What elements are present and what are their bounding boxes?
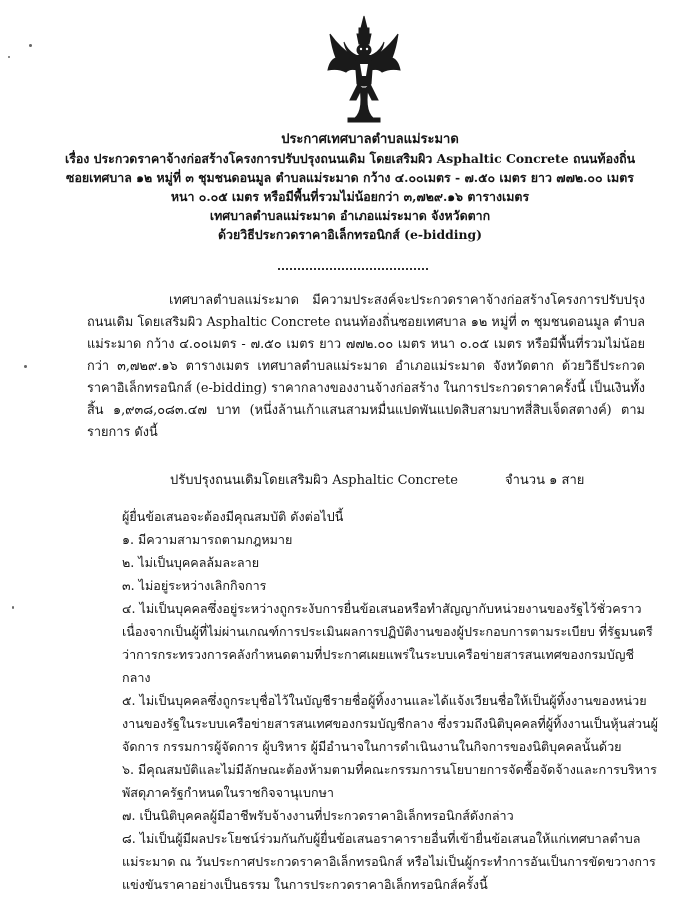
list-item: ๓. ไม่อยู่ระหว่างเลิกกิจการ	[122, 578, 267, 593]
subject-line-2: ซอยเทศบาล ๑๒ หมู่ที่ ๓ ชุมชนดอนมูล ตำบลแม่ระมาด กว้าง ๔.๐๐เมตร - ๗.๕๐ เมตร ยาว ๗๗๒.๐๐ เมตร	[66, 170, 634, 185]
scan-speck	[8, 56, 10, 58]
list-item: ๑. มีความสามารถตามกฎหมาย	[122, 532, 293, 547]
qualifications-list	[122, 505, 660, 896]
announcement-header	[60, 130, 680, 149]
subject-line-3: หนา ๐.๐๕ เมตร หรือมีพื้นที่รวมไม่น้อยกว่า ๓,๗๒๙.๑๖ ตารางเมตร	[170, 189, 530, 204]
list-item: ๖. มีคุณสมบัติและไม่มีลักษณะต้องห้ามตามที่คณะกรรมการนโยบายการจัดซื้อจัดจ้างและการบริหารพัสดุภาครัฐกำหนดในราชกิจจานุเบกษา	[122, 762, 657, 800]
header-subject-block	[0, 149, 700, 244]
list-item: ๒. ไม่เป็นบุคคลล้มละลาย	[122, 555, 260, 570]
work-item-name: ปรับปรุงถนนเดิมโดยเสริมผิว Asphaltic Concrete	[170, 473, 458, 488]
garuda-emblem-icon	[326, 14, 402, 126]
list-item: ๔. ไม่เป็นบุคคลซึ่งอยู่ระหว่างถูกระงับการยื่นข้อเสนอหรือทำสัญญากับหน่วยงานของรัฐไว้ชั่วคราว เนื่องจากเป็นผู้ที่ไม่ผ่านเกณฑ์การประเมินผลการปฏิบัติงานของผู้ประกอบการตามระเบียบ ที่รัฐมนตรีว่าการกระทรวงการคลังกำหนดตามที่ประกาศเผยแพร่ในระบบเครือข่ายสารสนเทศของกรมบัญชีกลาง	[122, 601, 653, 685]
list-item: ๘. ไม่เป็นผู้มีผลประโยชน์ร่วมกันกับผู้ยื่นข้อเสนอราคารายอื่นที่เข้ายื่นข้อเสนอให้แก่เทศบาลตำบลแม่ระมาด ณ วันประกาศประกวดราคาอิเล็กทรอนิกส์ หรือไม่เป็นผู้กระทำการอันเป็นการขัดขวางการแข่งขันราคาอย่างเป็นธรรม ในการประกวดราคาอิเล็กทรอนิกส์ครั้งนี้	[122, 831, 656, 892]
work-item-quantity: จำนวน ๑ สาย	[505, 473, 585, 488]
list-item: ๕. ไม่เป็นบุคคลซึ่งถูกระบุชื่อไว้ในบัญชีรายชื่อผู้ทิ้งงานและได้แจ้งเวียนชื่อให้เป็นผู้ทิ้งงานของหน่วยงานของรัฐในระบบเครือข่ายสารสนเทศของกรมบัญชีกลาง ซึ่งรวมถึงนิติบุคคลที่ผู้ทิ้งงานเป็นหุ้นส่วนผู้จัดการ กรรมการผู้จัดการ ผู้บริหาร ผู้มีอำนาจในการดำเนินงานในกิจการของนิติบุคคลนั้นด้วย	[122, 693, 659, 754]
scan-speck	[29, 44, 32, 47]
issuer-title: ประกาศเทศบาลตำบลแม่ระมาด	[281, 132, 459, 147]
header-divider	[278, 268, 428, 270]
list-item: ๗. เป็นนิติบุคคลผู้มีอาชีพรับจ้างงานที่ประกวดราคาอิเล็กทรอนิกส์ดังกล่าว	[122, 808, 514, 823]
procurement-method: ด้วยวิธีประกวดราคาอิเล็กทรอนิกส์ (e-bidding)	[217, 227, 483, 242]
issuer-location: เทศบาลตำบลแม่ระมาด อำเภอแม่ระมาด จังหวัดตาก	[209, 208, 491, 223]
scan-speck	[12, 606, 14, 609]
qualifications-heading: ผู้ยื่นข้อเสนอจะต้องมีคุณสมบัติ ดังต่อไปนี้	[122, 509, 344, 524]
intro-paragraph: เทศบาลตำบลแม่ระมาด มีความประสงค์จะประกวดราคาจ้างก่อสร้างโครงการปรับปรุงถนนเดิม โดยเสริมผิว Asphaltic Concrete ถนนท้องถิ่นซอยเทศบาล ๑๒ หมู่ที่ ๓ ชุมชนดอนมูล ตำบลแม่ระมาด กว้าง ๔.๐๐เมตร - ๗.๕๐ เมตร ยาว ๗๗๒.๐๐ เมตร หนา ๐.๐๕ เมตร หรือมีพื้นที่รวมไม่น้อยกว่า ๓,๗๒๙.๑๖ ตารางเมตร เทศบาลตำบลแม่ระมาด อำเภอแม่ระมาด จังหวัดตาก ด้วยวิธีประกวดราคาอิเล็กทรอนิกส์ (e-bidding) ราคากลางของงานจ้างก่อสร้าง ในการประกวดราคาครั้งนี้ เป็นเงินทั้งสิ้น ๑,๙๓๘,๐๘๓.๔๗ บาท (หนึ่งล้านเก้าแสนสามหมื่นแปดพันแปดสิบสามบาทสี่สิบเจ็ดสตางค์) ตามรายการ ดังนี้	[87, 293, 645, 440]
scan-speck	[24, 365, 27, 368]
subject-line-1: เรื่อง ประกวดราคาจ้างก่อสร้างโครงการปรับปรุงถนนเดิม โดยเสริมผิว Asphaltic Concrete ถนนท้องถิ่น	[64, 151, 636, 166]
